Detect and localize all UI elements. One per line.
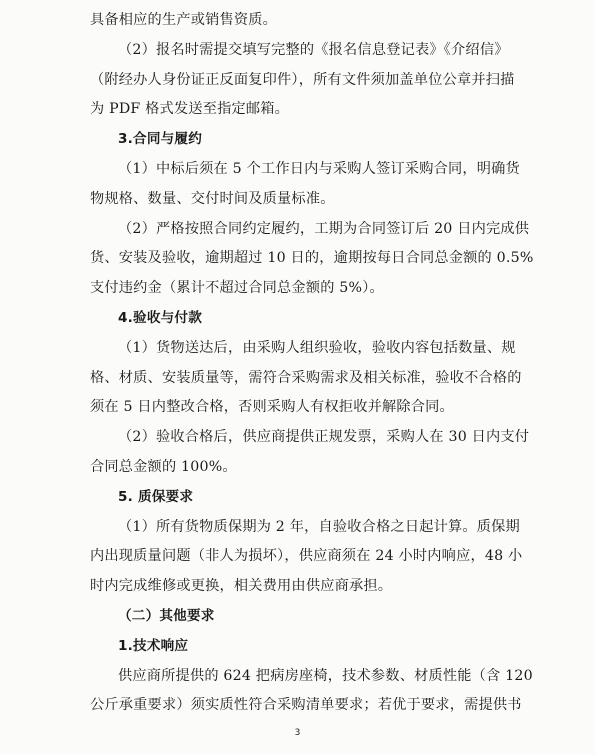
text-line: 格、材质、安装质量等，需符合采购需求及相关标准，验收不合格的 (90, 369, 522, 386)
text-line: 内出现质量问题（非人为损坏），供应商须在 24 小时内响应，48 小 (90, 548, 523, 565)
text-line: 供应商所提供的 624 把病房座椅，技术参数、材质性能（含 120 (118, 667, 533, 684)
text-line: 须在 5 日内整改合格，否则采购人有权拒收并解除合同。 (90, 399, 454, 416)
text-line: （2）验收合格后，供应商提供正规发票，采购人在 30 日内支付 (118, 429, 530, 446)
text-line: 时内完成维修或更换，相关费用由供应商承担。 (90, 578, 393, 595)
section-heading: 4.验收与付款 (118, 309, 202, 326)
text-line: （2）严格按照合同约定履约，工期为合同签订后 20 日内完成供 (118, 220, 530, 237)
text-line: （1）中标后须在 5 个工作日内与采购人签订采购合同，明确货 (118, 160, 520, 177)
page-number: 3 (294, 728, 301, 738)
text-line: 支付违约金（累计不超过合同总金额的 5%）。 (90, 280, 384, 297)
section-heading: （二）其他要求 (118, 607, 215, 624)
section-heading: 3.合同与履约 (118, 131, 202, 148)
text-line: （1）所有货物质保期为 2 年，自验收合格之日起计算。质保期 (118, 518, 520, 535)
text-line: （附经办人身份证正反面复印件），所有文件须加盖单位公章并扫描 (90, 71, 515, 88)
section-heading: 5. 质保要求 (118, 488, 194, 505)
text-line: （1）货物送达后，由采购人组织验收，验收内容包括数量、规 (118, 339, 516, 356)
text-line: 货、安装及验收，逾期超过 10 日的，逾期按每日合同总金额的 0.5% (90, 250, 534, 267)
document-body (90, 6, 534, 721)
text-line: 为 PDF 格式发送至指定邮箱。 (90, 101, 290, 118)
text-line: （2）报名时需提交填写完整的《报名信息登记表》《介绍信》 (118, 41, 509, 58)
text-line: 公斤承重要求）须实质性符合采购清单要求；若优于要求，需提供书 (90, 697, 522, 714)
text-line: 物规格、数量、交付时间及质量标准。 (90, 190, 335, 207)
text-line: 合同总金额的 100%。 (90, 458, 237, 475)
text-line: 具备相应的生产或销售资质。 (90, 12, 278, 28)
section-heading: 1.技术响应 (118, 637, 189, 654)
